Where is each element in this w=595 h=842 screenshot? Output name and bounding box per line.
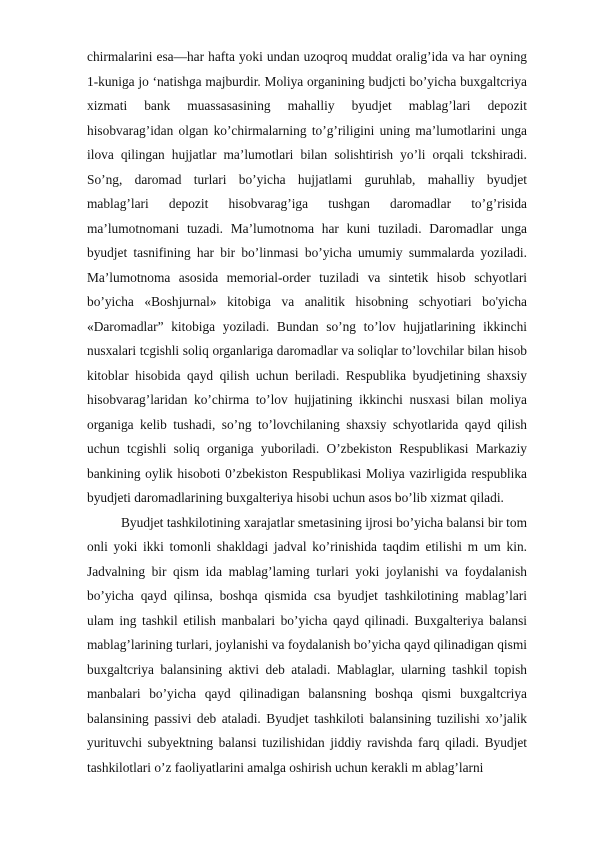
paragraph-2: Byudjet tashkilotining xarajatlar smetasining ijrosi bo’yicha balansi bir tom onli yoki ikki tomonli shakldagi jadval ko’rinishida taqdim etilishi m um kin. Jadvalning bir qism ida mablag’laming turlari yoki joylanishi va foydalanish bo’yicha qayd qilinsa, boshqa qismida csa byudjet tashkilotining mablag’lari ulam ing tashkil etilish manbalari bo’yicha qayd qilinadi. Buxgalteriya balansi mablag’larining turlari, joylanishi va foydalanish bo’yicha qayd qilinadigan qismi buxgaltcriya balansining aktivi deb ataladi. Mablaglar, ularning tashkil topish manbalari bo’yicha qayd qilinadigan balansning boshqa qismi buxgaltcriya balansining passivi deb ataladi. Byudjet tashkiloti balansining tuzilishi xo’jalik yurituvchi subyektning balansi tuzilishidan jiddiy ravishda farq qiladi. Byudjet tashkilotlari o’z faoliyatlarini amalga oshirish uchun kerakli m ablag’larni xyxy=(87,514,527,775)
body-text xyxy=(87,45,527,780)
paragraph-1: chirmalarini esa—har hafta yoki undan uzoqroq muddat oralig’ida va har oyning 1-kuniga jo ‘natishga majburdir. Moliya organining budjcti bo’yicha buxgaltcriya xizmati bank muassasasining mahalliy byudjet mablag’lari depozit hisobvarag’idan olgan ko’chirmalarning to’g’riligini uning ma’lumotlarini unga ilova qilingan hujjatlar ma’lumotlari bilan solishtirish yo’li orqali tckshiradi. So’ng, daromad turlari bo’yicha hujjatlami guruhlab, mahalliy byudjet mablag’lari depozit hisobvarag’iga tushgan daromadlar to’g’risida ma’lumotnomani tuzadi. Ma’lumotnoma har kuni tuziladi. Daromadlar unga byudjet tasnifining har bir bo’linmasi bo’yicha umumiy summalarda yoziladi. Ma’lumotnoma asosida memorial-order tuziladi va sintetik hisob schyotlari bo’yicha «Boshjurnal» kitobiga va analitik hisobning schyotiari bo'yicha «Daromadlar” kitobiga yoziladi. Bundan so’ng to’lov hujjatlarining ikkinchi nusxalari tcgishli soliq organlariga daromadlar va soliqlar to’lovchilar bilan hisob kitoblar hisobida qayd qilish uchun beriladi. Respublika byudjetining shaxsiy hisobvarag’laridan ko’chirma to’lov hujjatining ikkinchi nusxasi bilan moliya organiga kelib tushadi, so’ng to’lovchilaning shaxsiy schyotlarida qayd qilish uchun tcgishli soliq organiga yuboriladi. O’zbekiston Respublikasi Markaziy bankining oylik hisoboti 0’zbekiston Respublikasi Moliya vazirligida respublika byudjeti daromadlarining buxgalteriya hisobi uchun asos bo’lib xizmat qiladi. xyxy=(87,49,527,505)
